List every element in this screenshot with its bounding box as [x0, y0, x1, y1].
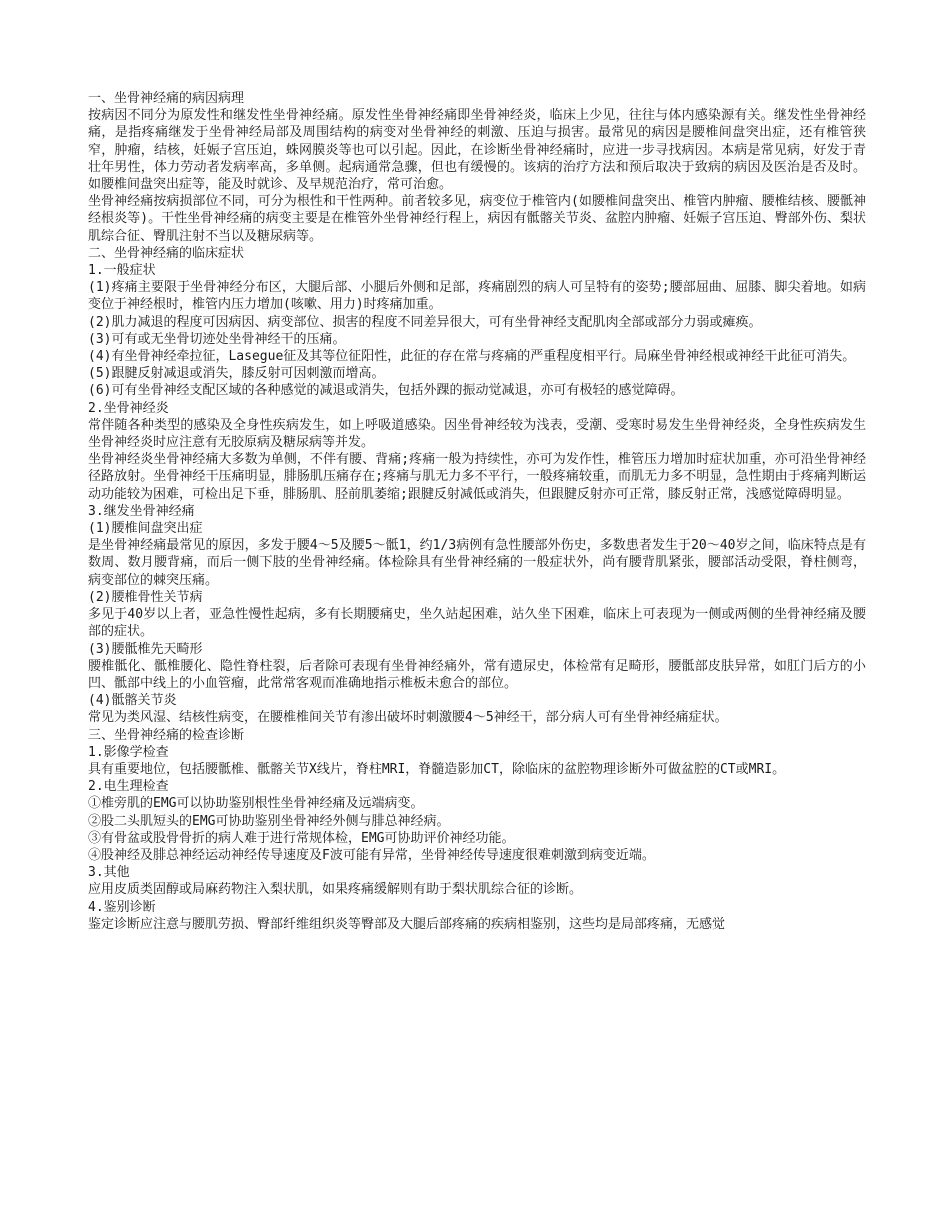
list-item: (5)跟腱反射减退或消失，膝反射可因刺激而增高。 — [88, 366, 385, 382]
subsection-heading: 1.一般症状 — [88, 263, 156, 279]
sub-subsection-heading: (2)腰椎骨性关节病 — [88, 589, 203, 605]
subsection-heading: 2.坐骨神经炎 — [88, 400, 169, 416]
paragraph: 是坐骨神经痛最常见的原因，多发于腰4～5及腰5～骶1，约1/3病例有急性腰部外伤史，多数患者发生于20～40岁之间，临床特点是有数周、数月腰背痛，而后一侧下肢的坐骨神经痛。体检除具有坐骨神经痛的一般症状外，尚有腰背肌紧张，腰部活动受限，脊柱侧弯，病变部位的棘突压痛。 — [88, 538, 866, 588]
paragraph: 常伴随各种类型的感染及全身性疾病发生，如上呼吸道感染。因坐骨神经较为浅表，受潮、受寒时易发生坐骨神经炎，全身性疾病发生坐骨神经炎时应注意有无胶原病及糖尿病等并发。 — [88, 417, 866, 451]
document-page — [88, 90, 866, 933]
paragraph: 坐骨神经炎坐骨神经痛大多数为单侧，不伴有腰、背痛;疼痛一般为持续性，亦可为发作性，椎管压力增加时症状加重，亦可沿坐骨神经径路放射。坐骨神经干压痛明显，腓肠肌压痛存在;疼痛与肌无力多不平行，一般疼痛较重，而肌无力多不明显，急性期由于疼痛判断运动功能较为困难，可检出足下垂，腓肠肌、胫前肌萎缩;跟腱反射减低或消失，但跟腱反射亦可正常，膝反射正常，浅感觉障碍明显。 — [88, 452, 866, 502]
sub-subsection-heading: (3)腰骶椎先天畸形 — [88, 641, 203, 657]
paragraph: 鉴定诊断应注意与腰肌劳损、臀部纤维组织炎等臀部及大腿后部疼痛的疾病相鉴别，这些均是局部疼痛，无感觉 — [88, 916, 726, 932]
list-item: (1)疼痛主要限于坐骨神经分布区，大腿后部、小腿后外侧和足部，疼痛剧烈的病人可呈特有的姿势;腰部屈曲、屈膝、脚尖着地。如病变位于神经根时，椎管内压力增加(咳嗽、用力)时疼痛加重。 — [88, 280, 866, 313]
sub-subsection-heading: (4)骶髂关节炎 — [88, 693, 177, 709]
list-item: (6)可有坐骨神经支配区域的各种感觉的减退或消失，包括外踝的振动觉减退，亦可有极轻的感觉障碍。 — [88, 383, 684, 399]
subsection-heading: 4.鉴别诊断 — [88, 899, 156, 915]
section-1-heading: 一、坐骨神经痛的病因病理 — [88, 91, 245, 106]
paragraph: 坐骨神经痛按病损部位不同，可分为根性和干性两种。前者较多见，病变位于椎管内(如腰椎间盘突出、椎管内肿瘤、腰椎结核、腰骶神经根炎等)。干性坐骨神经痛的病变主要是在椎管外坐骨神经行程上，病因有骶髂关节炎、盆腔内肿瘤、妊娠子宫压迫、臀部外伤、梨状肌综合征、臀肌注射不当以及糖尿病等。 — [88, 194, 866, 244]
list-item: (4)有坐骨神经牵拉征，Lasegue征及其等位征阳性，此征的存在常与疼痛的严重程度相平行。局麻坐骨神经根或神经干此征可消失。 — [88, 349, 856, 365]
list-item: (3)可有或无坐骨切迹处坐骨神经干的压痛。 — [88, 331, 346, 347]
subsection-heading: 3.继发坐骨神经痛 — [88, 503, 195, 519]
list-item: ②股二头肌短头的EMG可协助鉴别坐骨神经外侧与腓总神经病。 — [88, 813, 450, 829]
subsection-heading: 2.电生理检查 — [88, 779, 169, 795]
sub-subsection-heading: (1)腰椎间盘突出症 — [88, 521, 203, 537]
list-item: ①椎旁肌的EMG可以协助鉴别根性坐骨神经痛及远端病变。 — [88, 796, 424, 812]
list-item: ③有骨盆或股骨骨折的病人难于进行常规体检，EMG可协助评价神经功能。 — [88, 830, 515, 846]
section-2-heading: 二、坐骨神经痛的临床症状 — [88, 245, 245, 261]
paragraph: 具有重要地位，包括腰骶椎、骶髂关节X线片，脊柱MRI，脊髓造影加CT，除临床的盆腔物理诊断外可做盆腔的CT或MRI。 — [88, 761, 786, 777]
list-item: (2)肌力减退的程度可因病因、病变部位、损害的程度不同差异很大，可有坐骨神经支配肌肉全部或部分力弱或瘫痪。 — [88, 314, 762, 330]
section-3-heading: 三、坐骨神经痛的检查诊断 — [88, 727, 245, 743]
list-item: ④股神经及腓总神经运动神经传导速度及F波可能有异常，坐骨神经传导速度很难刺激到病变近端。 — [88, 847, 655, 863]
paragraph: 多见于40岁以上者，亚急性慢性起病，多有长期腰痛史，坐久站起困难，站久坐下困难，临床上可表现为一侧或两侧的坐骨神经痛及腰部的症状。 — [88, 607, 866, 640]
paragraph: 按病因不同分为原发性和继发性坐骨神经痛。原发性坐骨神经痛即坐骨神经炎，临床上少见，往往与体内感染源有关。继发性坐骨神经痛，是指疼痛继发于坐骨神经局部及周围结构的病变对坐骨神经的刺激、压迫与损害。最常见的病因是腰椎间盘突出症，还有椎管狭窄，肿瘤，结核，妊娠子宫压迫，蛛网膜炎等也可以引起。因此，在诊断坐骨神经痛时，应进一步寻找病因。本病是常见病，好发于青壮年男性，体力劳动者发病率高，多单侧。起病通常急骤，但也有缓慢的。该病的治疗方法和预后取决于致病的病因及医治是否及时。如腰椎间盘突出症等，能及时就诊、及早规范治疗，常可治愈。 — [88, 108, 866, 193]
paragraph: 常见为类风湿、结核性病变，在腰椎椎间关节有渗出破坏时刺激腰4～5神经干，部分病人可有坐骨神经痛症状。 — [88, 710, 728, 726]
paragraph: 应用皮质类固醇或局麻药物注入梨状肌，如果疼痛缓解则有助于梨状肌综合征的诊断。 — [88, 882, 583, 898]
subsection-heading: 1.影像学检查 — [88, 744, 169, 760]
subsection-heading: 3.其他 — [88, 865, 130, 881]
paragraph: 腰椎骶化、骶椎腰化、隐性脊柱裂，后者除可表现有坐骨神经痛外，常有遗尿史，体检常有足畸形，腰骶部皮肤异常，如肛门后方的小凹、骶部中线上的小血管瘤，此常常客观而准确地指示椎板未愈合的部位。 — [88, 658, 866, 691]
